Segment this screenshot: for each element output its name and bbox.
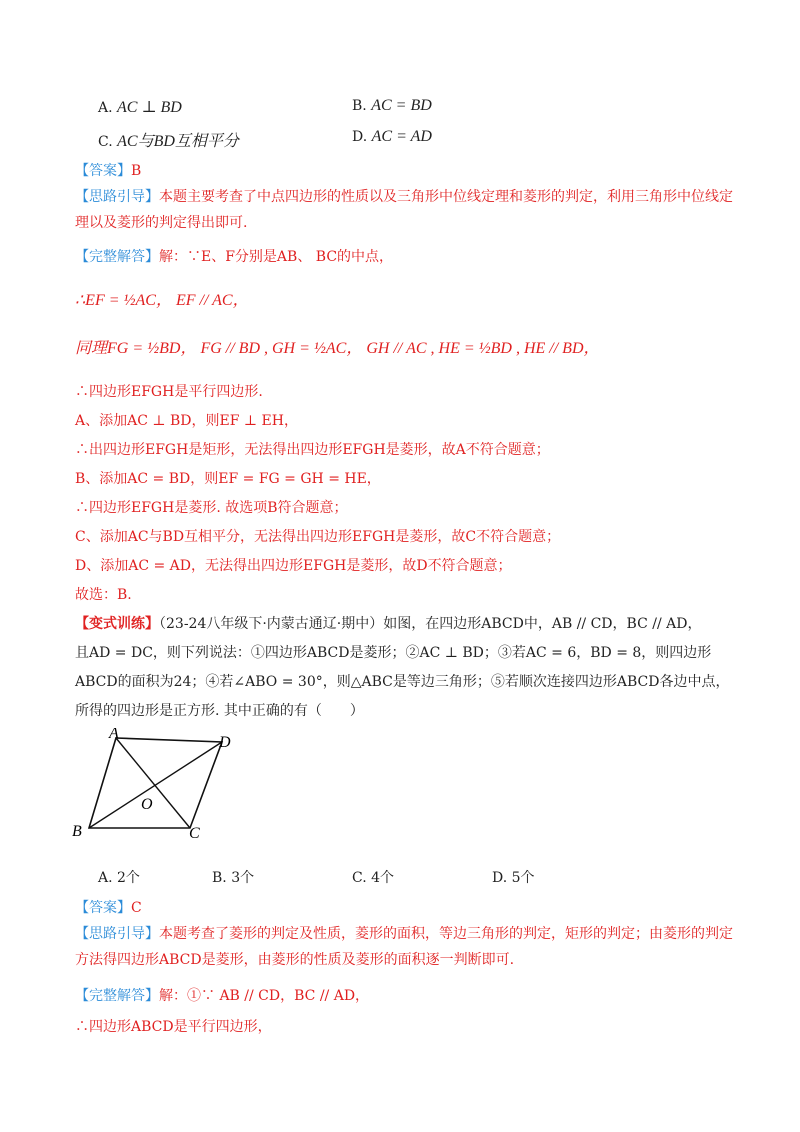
option-content: AC = BD	[371, 97, 432, 114]
option-letter: A.	[98, 870, 113, 886]
q1-solution-line-5: A、添加AC ⊥ BD，则EF ⊥ EH，	[75, 413, 298, 429]
solution-tag: 【完整解答】	[75, 249, 159, 265]
answer-tag: 【答案】	[75, 900, 131, 916]
rhombus-figure	[60, 728, 250, 848]
option-letter: C.	[352, 870, 367, 886]
q2-option-d	[492, 867, 535, 887]
answer-value: C	[131, 900, 142, 916]
option-content: AC与BD互相平分	[117, 133, 239, 150]
label-o: O	[141, 796, 153, 813]
q1-solution-line-6: ∴出四边形EFGH是矩形，无法得出四边形EFGH是菱形，故A不符合题意；	[75, 442, 550, 458]
option-content: 5个	[511, 870, 535, 886]
stem-text: 如图，在四边形ABCD中，AB // CD，BC // AD，	[383, 616, 702, 632]
q1-solution-line-3: 同理FG = ½BD， FG // BD , GH = ½AC， GH // AC , HE = ½BD , HE // BD，	[75, 340, 600, 357]
q1-solution-line-11: 故选：B.	[75, 587, 132, 603]
q2-option-c	[352, 867, 394, 887]
q2-stem-line-1	[75, 613, 735, 633]
variant-tag: 【变式训练】	[75, 616, 159, 632]
q1-option-d	[352, 128, 432, 146]
q1-option-a	[98, 97, 182, 117]
answer-value: B	[131, 163, 142, 179]
q1-solution-line-2: ∴EF = ½AC， EF // AC，	[75, 292, 249, 309]
idea-tag: 【思路引导】	[75, 189, 159, 205]
diagonal-ac	[116, 738, 190, 828]
q1-solution-line-10: D、添加AC = AD，无法得出四边形EFGH是菱形，故D不符合题意；	[75, 558, 512, 574]
option-content: 3个	[231, 870, 255, 886]
q1-answer	[75, 160, 735, 180]
q2-option-a	[98, 867, 140, 887]
option-content: 2个	[117, 870, 140, 886]
q1-solution-line-7: B、添加AC = BD，则EF = FG = GH = HE，	[75, 471, 381, 487]
q2-stem-line-4: 所得的四边形是正方形. 其中正确的有（ ）	[75, 703, 364, 719]
option-content: 4个	[371, 870, 395, 886]
label-a: A	[109, 728, 119, 742]
label-b: B	[72, 823, 82, 840]
solution-text: 解：①∵ AB // CD，BC // AD，	[159, 988, 370, 1004]
solution-tag: 【完整解答】	[75, 988, 159, 1004]
answer-tag: 【答案】	[75, 163, 131, 179]
q2-answer	[75, 897, 735, 917]
option-letter: B.	[352, 98, 367, 114]
q1-solution-line-4: ∴四边形EFGH是平行四边形.	[75, 384, 263, 400]
option-letter: D.	[352, 129, 368, 145]
q2-stem-line-2: 且AD = DC，则下列说法：①四边形ABCD是菱形；②AC ⊥ BD；③若AC = 6，BD = 8，则四边形	[75, 645, 712, 661]
solution-text: 解：∵E、F分别是AB、 BC的中点，	[159, 249, 394, 265]
diagonal-bd	[89, 742, 222, 828]
label-c: C	[189, 825, 200, 842]
q2-idea	[75, 921, 735, 973]
option-content: AC = AD	[371, 128, 432, 145]
q1-solution-line-9: C、添加AC与BD互相平分，无法得出四边形EFGH是菱形，故C不符合题意；	[75, 529, 561, 545]
option-letter: A.	[98, 100, 113, 116]
option-content: AC ⊥ BD	[117, 99, 182, 116]
idea-text: 本题考查了菱形的判定及性质，菱形的面积，等边三角形的判定，矩形的判定；由菱形的判定方法得四边形ABCD是菱形，由菱形的性质及菱形的面积逐一判断即可.	[75, 926, 733, 968]
option-letter: B.	[212, 870, 227, 886]
q1-solution-line-1	[75, 246, 735, 266]
q2-solution-line-2: ∴四边形ABCD是平行四边形，	[75, 1019, 272, 1035]
q1-idea	[75, 184, 735, 236]
option-letter: D.	[492, 870, 508, 886]
q1-option-c	[98, 128, 239, 151]
q2-stem-line-3: ABCD的面积为24；④若∠ABO = 30°，则△ABC是等边三角形；⑤若顺次连接四边形ABCD各边中点，	[75, 674, 730, 690]
idea-tag: 【思路引导】	[75, 926, 159, 942]
q1-option-b	[352, 97, 432, 115]
q2-solution-line-1	[75, 985, 735, 1005]
option-letter: C.	[98, 134, 113, 150]
q2-option-b	[212, 867, 254, 887]
idea-text: 本题主要考查了中点四边形的性质以及三角形中位线定理和菱形的判定，利用三角形中位线定理以及菱形的判定得出即可.	[75, 189, 733, 231]
label-d: D	[219, 734, 231, 751]
question-source: （23-24八年级下·内蒙古通辽·期中）	[159, 616, 384, 632]
q1-solution-line-8: ∴四边形EFGH是菱形. 故选项B符合题意；	[75, 500, 348, 516]
